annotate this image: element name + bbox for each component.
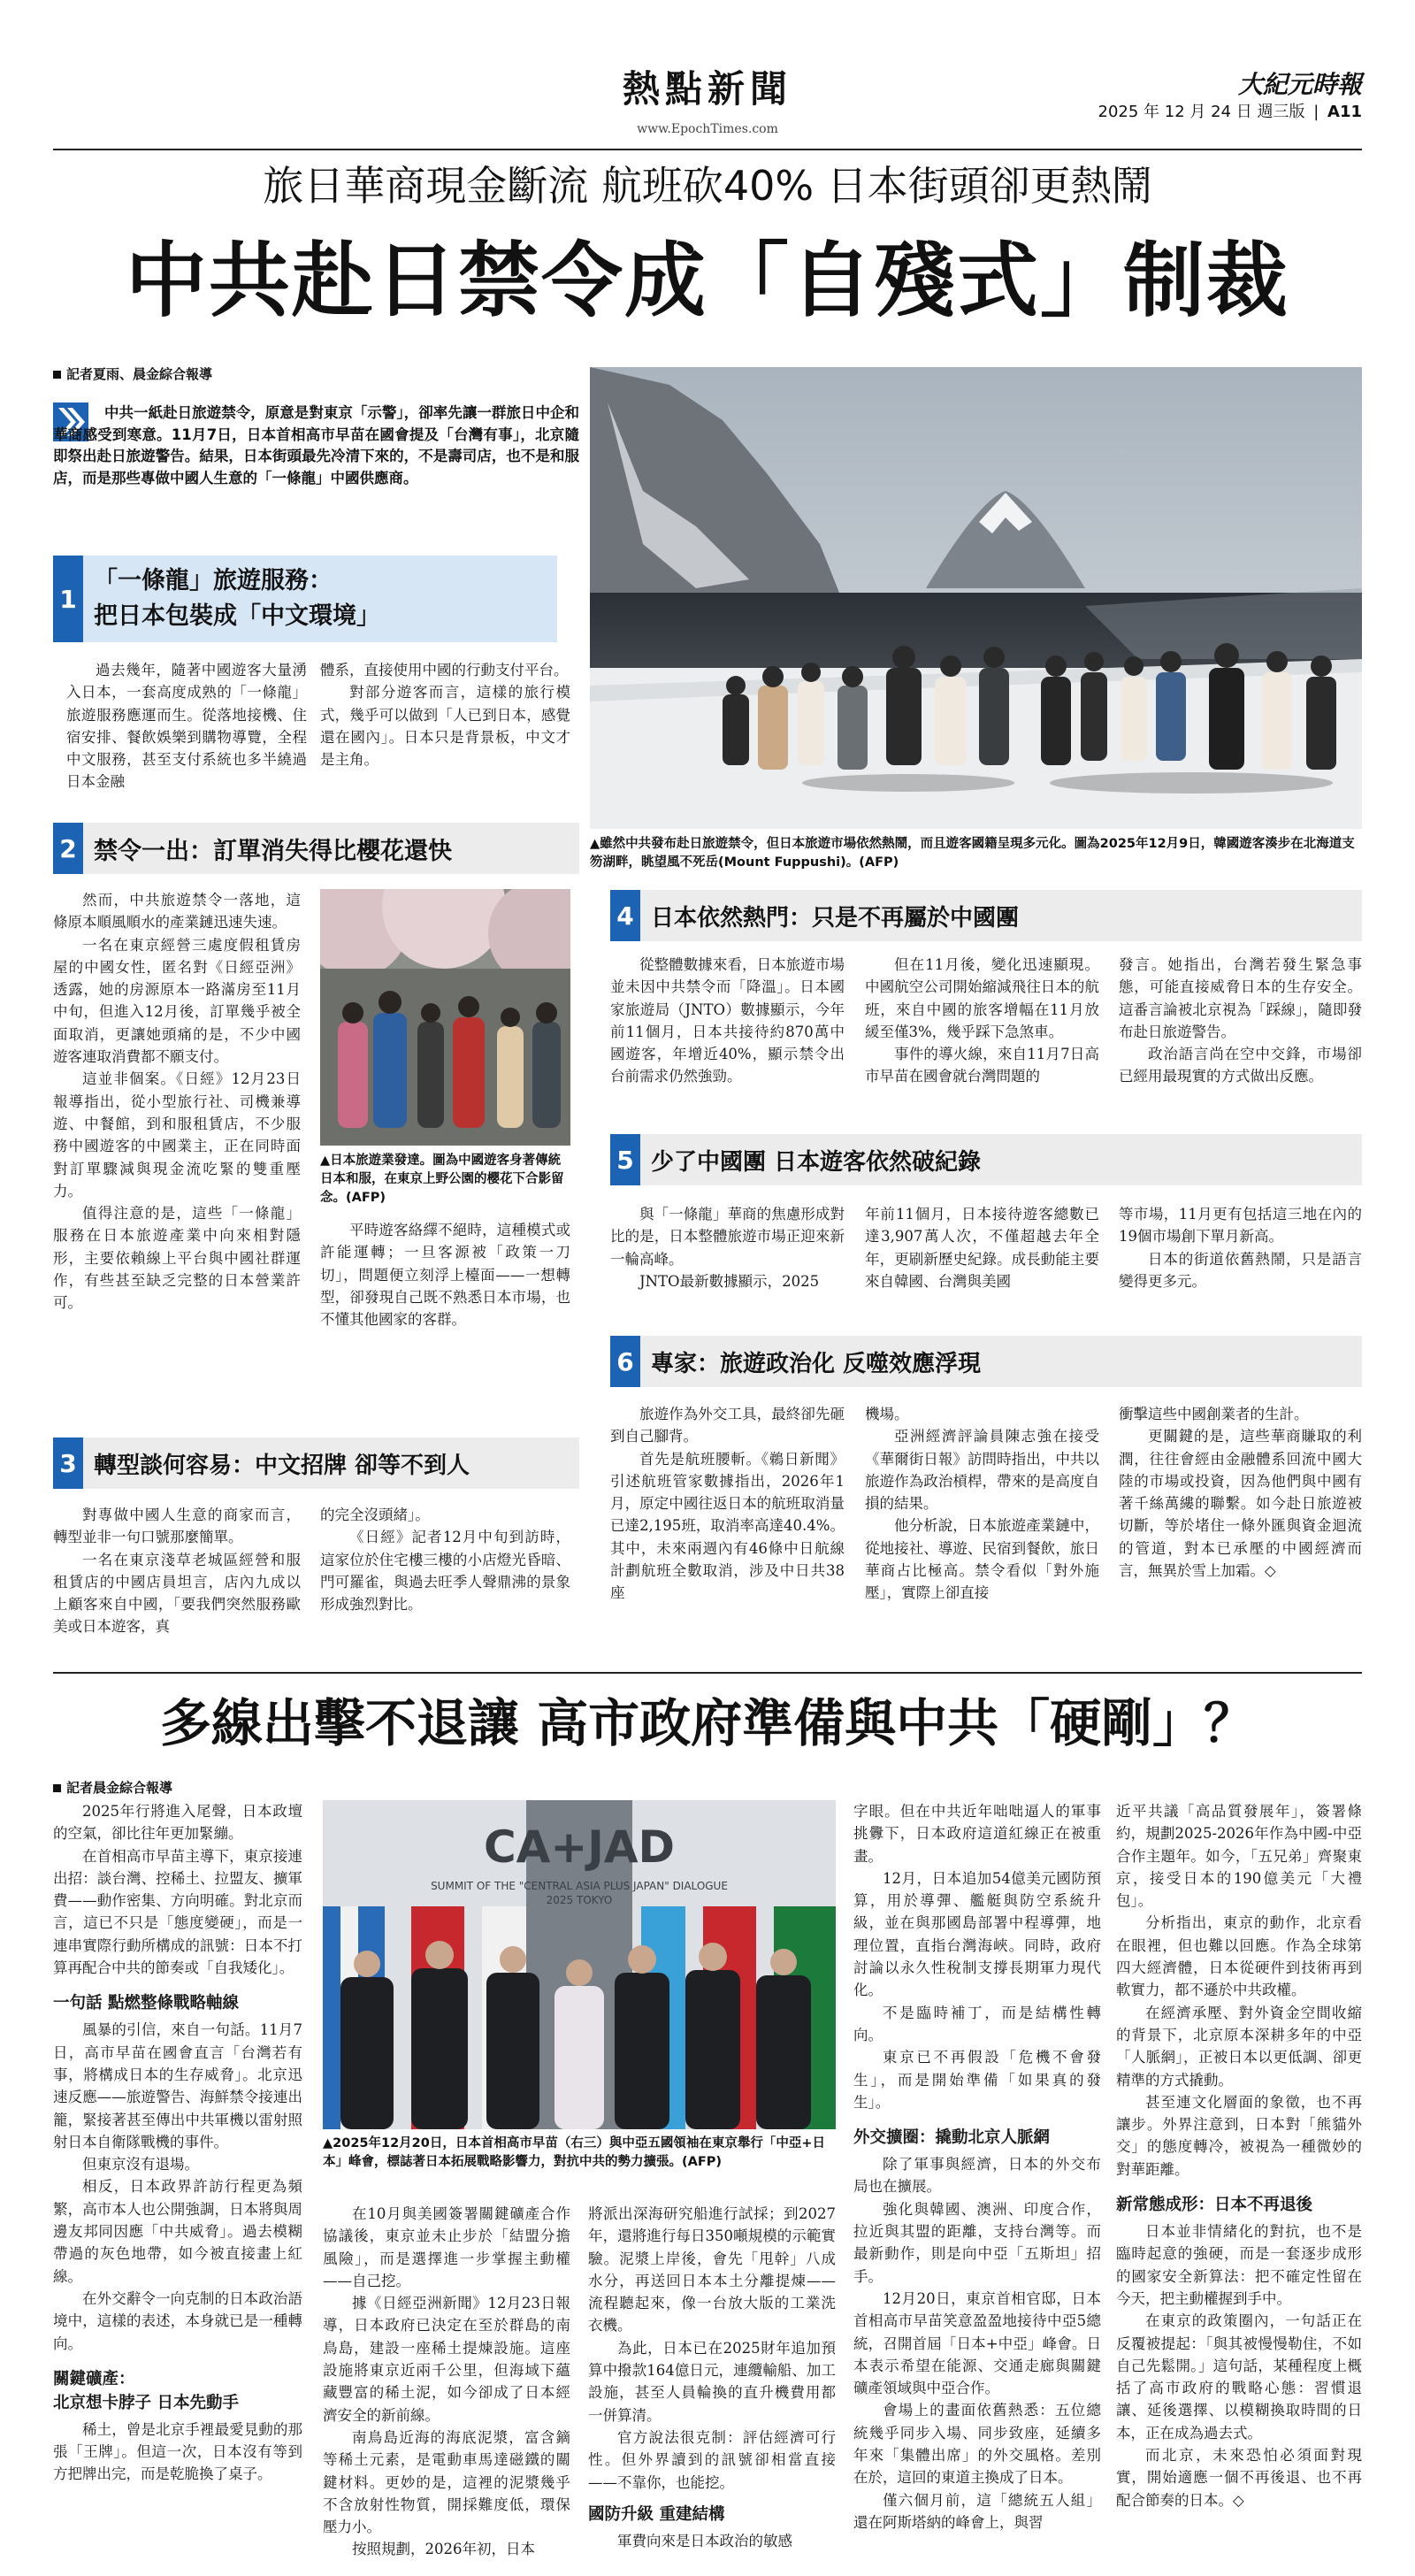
summit-banner-place: 2025 TOKYO (546, 1894, 613, 1906)
date-line: 2025 年 12 月 24 日 週三版 | A11 (1098, 103, 1362, 121)
story2-col-2: 在10月與美國簽署關鍵礦產合作協議後，東京並未止步於「結盟分擔風險」，而是選擇進一步掌握主動權——自己挖。 據《日經亞洲新聞》12月23日報導，日本政府已決定在至於群島的南鳥島，建設一座稀土提煉設施。這座設施將東京近兩千公里，但海域下蘊藏豐富的稀土泥，如今卻成了日本經濟安全的新前線。 南鳥島近海的海底泥漿，富含鏑等稀土元素，是電動車馬達磁鐵的關鍵材料。更妙的是，這裡的泥漿幾乎不含放射性物質，開採難度低，環保壓力小。 按照規劃，2026年初，日本 (323, 2205, 570, 2558)
section-3-title: 轉型談何容易：中文招牌 卻等不到人 (94, 1452, 470, 1479)
subhead-critical-minerals: 關鍵礦產： 北京想卡脖子 日本先動手 (53, 2369, 239, 2412)
kimono-photo (320, 889, 570, 1146)
section-3-col-1: 對專做中國人生意的商家而言，轉型並非一句口號那麼簡單。 一名在東京淺草老城區經營和服租賃店的中國店員坦言，店內九成以上顧客來自中國，「要我們突然服務歐美或日本遊客，真 (53, 1506, 301, 1636)
section-number-5: 5 (610, 1134, 640, 1185)
summit-photo (323, 1800, 836, 2129)
story2-col-5: 近平共議「高品質發展年」，簽署條約，規劃2025-2026年作為中國-中亞合作主題年。如今，「五兄弟」齊聚東京，接受日本的190億美元「大禮包」。 分析指出，東京的動作，北京看在眼裡，但也難以回應。作為全球第四大經濟體，日本從硬件到技術再到軟實力，都不遜於中共政權。 在經濟承壓、對外資金空間收縮的背景下，北京原本深耕多年的中亞「人脈網」，正被日本以更低調、卻更精準的方式撬動。 甚至連文化層面的象徵，也不再讓步。外界注意到，日本對「熊貓外交」的態度轉冷，被視為一種微妙的對華距離。 新常態成形：日本不再退後 日本並非情緒化的對抗，也不是臨時起意的強硬，而是一套逐步成形的國家安全新算法：把不確定性留在今天，把主動權握到手中。 在東京的政策圈內，一句話正在反覆被提起：「與其被慢慢勒住，不如自己先鬆開。」這句話，某種程度上概括了高市政府的戰略心態：習慣退讓、延後選擇、以模糊換取時間的日本，正在成為過去式。 而北京，未來恐怕必須面對現實，開始適應一個不再後退、也不再配合節奏的日本。◇ (1116, 1803, 1362, 2509)
page-number: A11 (1327, 103, 1362, 121)
story-divider (53, 1672, 1362, 1674)
section-6-col-1: 旅遊作為外交工具，最終卻先砸到自己腳背。 首先是航班腰斬。《鵜日新聞》引述航班管家數據指出，2026年1月，原定中國往返日本的航班取消量已達2,195班，取消率高達40.4%。其中，未來兩週內有46條中日航線計劃航班全數取消，涉及中日共38座 (610, 1406, 845, 1602)
section-4-col-2: 但在11月後，變化迅速顯現。中國航空公司開始縮減飛往日本的航班，來自中國的旅客增幅在11月放緩至僅3%，幾乎踩下急煞車。 事件的導火線，來自11月7日高市早苗在國會就台灣問題的 (865, 956, 1099, 1085)
story1-byline: 記者夏雨、晨金綜合報導 (53, 364, 212, 383)
section-number-6: 6 (610, 1336, 640, 1387)
section-3-col-2: 的完全沒頭緒」。 《日經》記者12月中旬到訪時，這家位於住宅樓三樓的小店燈光昏暗、門可羅雀，與過去旺季人聲鼎沸的景象形成強烈對比。 (320, 1506, 570, 1614)
story1-headline: 中共赴日禁令成「自殘式」制裁 (125, 233, 1289, 328)
section-title: 熱點新聞 (622, 67, 792, 111)
section-1-col-2: 體系，直接使用中國的行動支付平台。 對部分遊客而言，這樣的旅行模式，幾乎可以做到「人已到日本，感覺還在國內」。日本只是背景板，中文才是主角。 (320, 662, 570, 769)
section-6-col-3: 衝擊這些中國創業者的生計。 更關鍵的是，這些華商賺取的利潤，往往會經由金融體系回流中國大陸的市場或投資，因為他們與中國有著千絲萬縷的聯繫。如今赴日旅遊被切斷，等於堵住一條外匯與資金迴流的管道，對本已承壓的中國經濟而言，無異於雪上加霜。◇ (1119, 1406, 1362, 1580)
subhead-new-normal: 新常態成形：日本不再退後 (1116, 2196, 1313, 2215)
story2-col-4: 字眼。但在中共近年咄咄逼人的軍事挑釁下，日本政府這道紅線正在被重畫。 12月，日本追加54億美元國防預算，用於導彈、艦艇與防空系統升級，並在與那國島部署中程導彈，地理位置，直指台灣海峽。同時，政府討論以永久性稅制支撐長期軍力現代化。 不是臨時補丁，而是結構性轉向。 東京已不再假設「危機不會發生」，而是開始準備「如果真的發生」。 外交擴圈：撬動北京人脈網 除了軍事與經濟，日本的外交布局也在擴展。 強化與韓國、澳洲、印度合作，拉近與其盟的距離，支持台灣等。而最新動作，則是向中亞「五斯坦」招手。 12月20日，東京首相官邸，日本首相高市早苗笑意盈盈地接待中亞5總統，召開首屆「日本+中亞」峰會。日本表示希望在能源、交通走廊與關鍵礦產領域與中亞合作。 會場上的畫面依舊熱悉：五位總統幾乎同步入場、同步致座，延續多年來「集體出席」的外交風格。差別在於，這回的東道主換成了日本。 僅六個月前，這「總統五人組」還在阿斯塔納的峰會上，與習 (853, 1803, 1101, 2531)
section-6-col-2: 機場。 亞洲經濟評論員陳志強在接受《華爾街日報》訪問時指出，中共以旅遊作為政治槓桿，帶來的是高度自損的結果。 他分析說，日本旅遊產業鏈中，從地接社、導遊、民宿到餐飲，旅日華商占比極高。禁令看似「對外施壓」，實際上卻直接 (865, 1406, 1099, 1602)
section-5-col-1: 與「一條龍」華商的焦慮形成對比的是，日本整體旅遊市場正迎來新一輪高峰。 JNTO最新數據顯示，2025 (610, 1206, 845, 1290)
page-masthead (53, 34, 1362, 136)
story1-subhead: 旅日華商現金斷流 航班砍40% 日本街頭卻更熱鬧 (263, 162, 1152, 210)
section-1-col-1: 過去幾年，隨著中國遊客大量湧入日本，一套高度成熟的「一條龍」旅遊服務應運而生。從落地接機、住宿安排、餐飲娛樂到購物導覽，全程中文服務，甚至支付系統也多半繞過日本金融 (66, 662, 307, 791)
section-number-2: 2 (53, 823, 83, 874)
section-5-col-3: 等市場，11月更有包括這三地在內的19個市場創下單月新高。 日本的街道依舊熱鬧，只是語言變得更多元。 (1119, 1206, 1362, 1290)
section-number-3: 3 (53, 1438, 83, 1489)
section-2-col-2: 平時遊客絡繹不絕時，這種模式或許能運轉；一旦客源被「政策一刀切」，問題便立刻浮上檯面——一想轉型，卻發現自己既不熟悉日本市場，也不懂其他國家的客群。 (320, 1222, 570, 1329)
section-1-header (53, 556, 557, 642)
section-4-header (610, 890, 1362, 941)
section-number-4: 4 (610, 890, 640, 941)
story2-col-3: 將派出深海研究船進行試採；到2027年，還將進行每日350噸規模的示範實驗。泥漿上岸後，會先「甩幹」八成水分，再送回日本本土分離提煉——流程聽起來，像一台放大版的工業洗衣機。 為此，日本已在2025財年追加預算中撥款164億日元，連纜輸船、加工設施，甚至人員輪換的直升機費用都一併算清。 官方說法很克制：評估經濟可行性。但外界讀到的訊號卻相當直接——不靠你，也能挖。 國防升級 重建結構 軍費向來是日本政治的敏感 (588, 2205, 836, 2549)
lead-text: 中共一紙赴日旅遊禁令，原意是對東京「示警」，卻率先讓一群旅日中企和華商感受到寒意。11月7日，日本首相高市早苗在國會提及「台灣有事」，北京隨即祭出赴日旅遊警告。結果，日本街頭最先冷清下來的，不是壽司店，也不是和服店，而是那些專做中國人生意的「一條龍」中國供應商。 (53, 404, 579, 487)
summit-photo-caption: ▲2025年12月20日，日本首相高市早苗（右三）與中亞五國領袖在東京舉行「中亞+日本」峰會，標誌著日本拓展戰略影響力，對抗中共的勢力擴張。(AFP) (323, 2136, 826, 2169)
section-5-title: 少了中國團 日本遊客依然破紀錄 (651, 1148, 982, 1176)
story2-byline: 記者晨金綜合報導 (53, 1778, 172, 1797)
site-url: www.EpochTimes.com (637, 122, 778, 136)
paper-logo: 大紀元時報 (1237, 70, 1362, 99)
lake-photo (590, 367, 1362, 829)
section-5-header (610, 1134, 1362, 1185)
lake-photo-caption: ▲雖然中共發布赴日旅遊禁令，但日本旅遊市場依然熱鬧，而且遊客國籍呈現多元化。圖為2025年12月9日，韓國遊客湊步在北海道支笏湖畔，眺望風不死岳(Mount Fuppushi)。(AFP) (590, 837, 1355, 870)
section-3-header (53, 1438, 579, 1489)
section-1-title: 「一條龍」旅遊服務： 把日本包裝成「中文環境」 (94, 567, 380, 630)
section-number-1: 1 (53, 556, 83, 642)
summit-banner-subtitle: SUMMIT OF THE "CENTRAL ASIA PLUS JAPAN" DIALOGUE (431, 1880, 728, 1892)
kimono-photo-caption: ▲日本旅遊業發達。圖為中國遊客身著傳統日本和服，在東京上野公園的櫻花下合影留念。(AFP) (320, 1154, 564, 1205)
section-6-title: 專家：旅遊政治化 反噬效應浮現 (651, 1350, 982, 1377)
section-4-col-3: 發言。她指出，台灣若發生緊急事態，可能直接威脅日本的生存安全。這番言論被北京視為「踩線」，隨即發布赴日旅遊警告。 政治語言尚在空中交鋒，市場卻已經用最現實的方式做出反應。 (1119, 956, 1362, 1085)
story1-lead (53, 402, 579, 544)
section-4-title: 日本依然熱門：只是不再屬於中國團 (651, 904, 1020, 932)
subhead-diplomacy: 外交擴圈：撬動北京人脈網 (853, 2128, 1051, 2148)
subhead-defense: 國防升級 重建結構 (588, 2504, 725, 2524)
story2-headline: 多線出擊不退讓 高市政府準備與中共「硬剛」？ (159, 1693, 1256, 1753)
section-2-col-1: 然而，中共旅遊禁令一落地，這條原本順風順水的產業鏈迅速失速。 一名在東京經營三處度假租賃房屋的中國女性，匿名對《日經亞洲》透露，她的房源原本一路滿房至11月中旬，但進入12月後，訂單幾乎被全面取消，更讓她頭痛的是，不少中國遊客連取消費都不願支付。 這並非個案。《日經》12月23日報導指出，從小型旅行社、司機兼導遊、中餐館，到和服租賃店，不少服務中國遊客的中國業主，正在同時面對訂單驟減與現金流吃緊的雙重壓力。 值得注意的是，這些「一條龍」服務在日本旅遊產業中向來相對隱形，主要依賴線上平台與中國社群運作，有些甚至缺乏完整的日本營業許可。 (53, 892, 301, 1312)
story2-col-1: 2025年行將進入尾聲，日本政壇的空氣，卻比往年更加緊繃。 在首相高市早苗主導下，東京接連出招：談台灣、控稀土、拉盟友、擴軍費——動作密集、方向明確。對北京而言，這已不只是「態度變硬」，而是一連串實際行動所構成的訊號：日本不打算再配合中共的節奏或「自我矮化」。 一句話 點燃整條戰略軸線 風暴的引信，來自一句話。11月7日，高市早苗在國會直言「台灣若有事，將構成日本的生存威脅」。北京迅速反應——旅遊警告、海鮮禁令接連出籠，緊接著甚至傳出中共軍機以雷射照射日本自衛隊戰機的事件。 但東京沒有退場。 相反，日本政界許訪行程更為頻繁，高市本人也公開強調，日本將與周邊友邦同因應「中共威脅」。過去模糊帶過的灰色地帶，如今被直接畫上紅線。 在外交辭令一向克制的日本政治語境中，這樣的表述，本身就已是一種轉向。 關鍵礦產： 北京想卡脖子 日本先動手 稀土，曾是北京手裡最愛見動的那張「王牌」。但這一次，日本沒有等到方把牌出完，而是乾脆換了桌子。 (53, 1803, 302, 2483)
masthead-rule (53, 149, 1362, 150)
section-2-header (53, 823, 579, 874)
summit-banner-title: CA+JAD (483, 1821, 676, 1873)
section-6-header (610, 1336, 1362, 1387)
issue-date: 2025 年 12 月 24 日 週三版 (1098, 103, 1305, 121)
subhead-one-sentence: 一句話 點燃整條戰略軸線 (53, 1994, 239, 2013)
section-4-col-1: 從整體數據來看，日本旅遊市場並未因中共禁令而「降溫」。日本國家旅遊局（JNTO）數據顯示，今年前11個月，日本共接待約870萬中國遊客，年增近40%，顯示禁令出台前需求仍然強勁。 (610, 956, 845, 1085)
section-5-col-2: 年前11個月，日本接待遊客總數已達3,907萬人次，不僅超越去年全年，更刷新歷史紀錄。成長動能主要來自韓國、台灣與美國 (865, 1206, 1099, 1290)
section-2-title: 禁令一出：訂單消失得比櫻花還快 (94, 837, 452, 865)
